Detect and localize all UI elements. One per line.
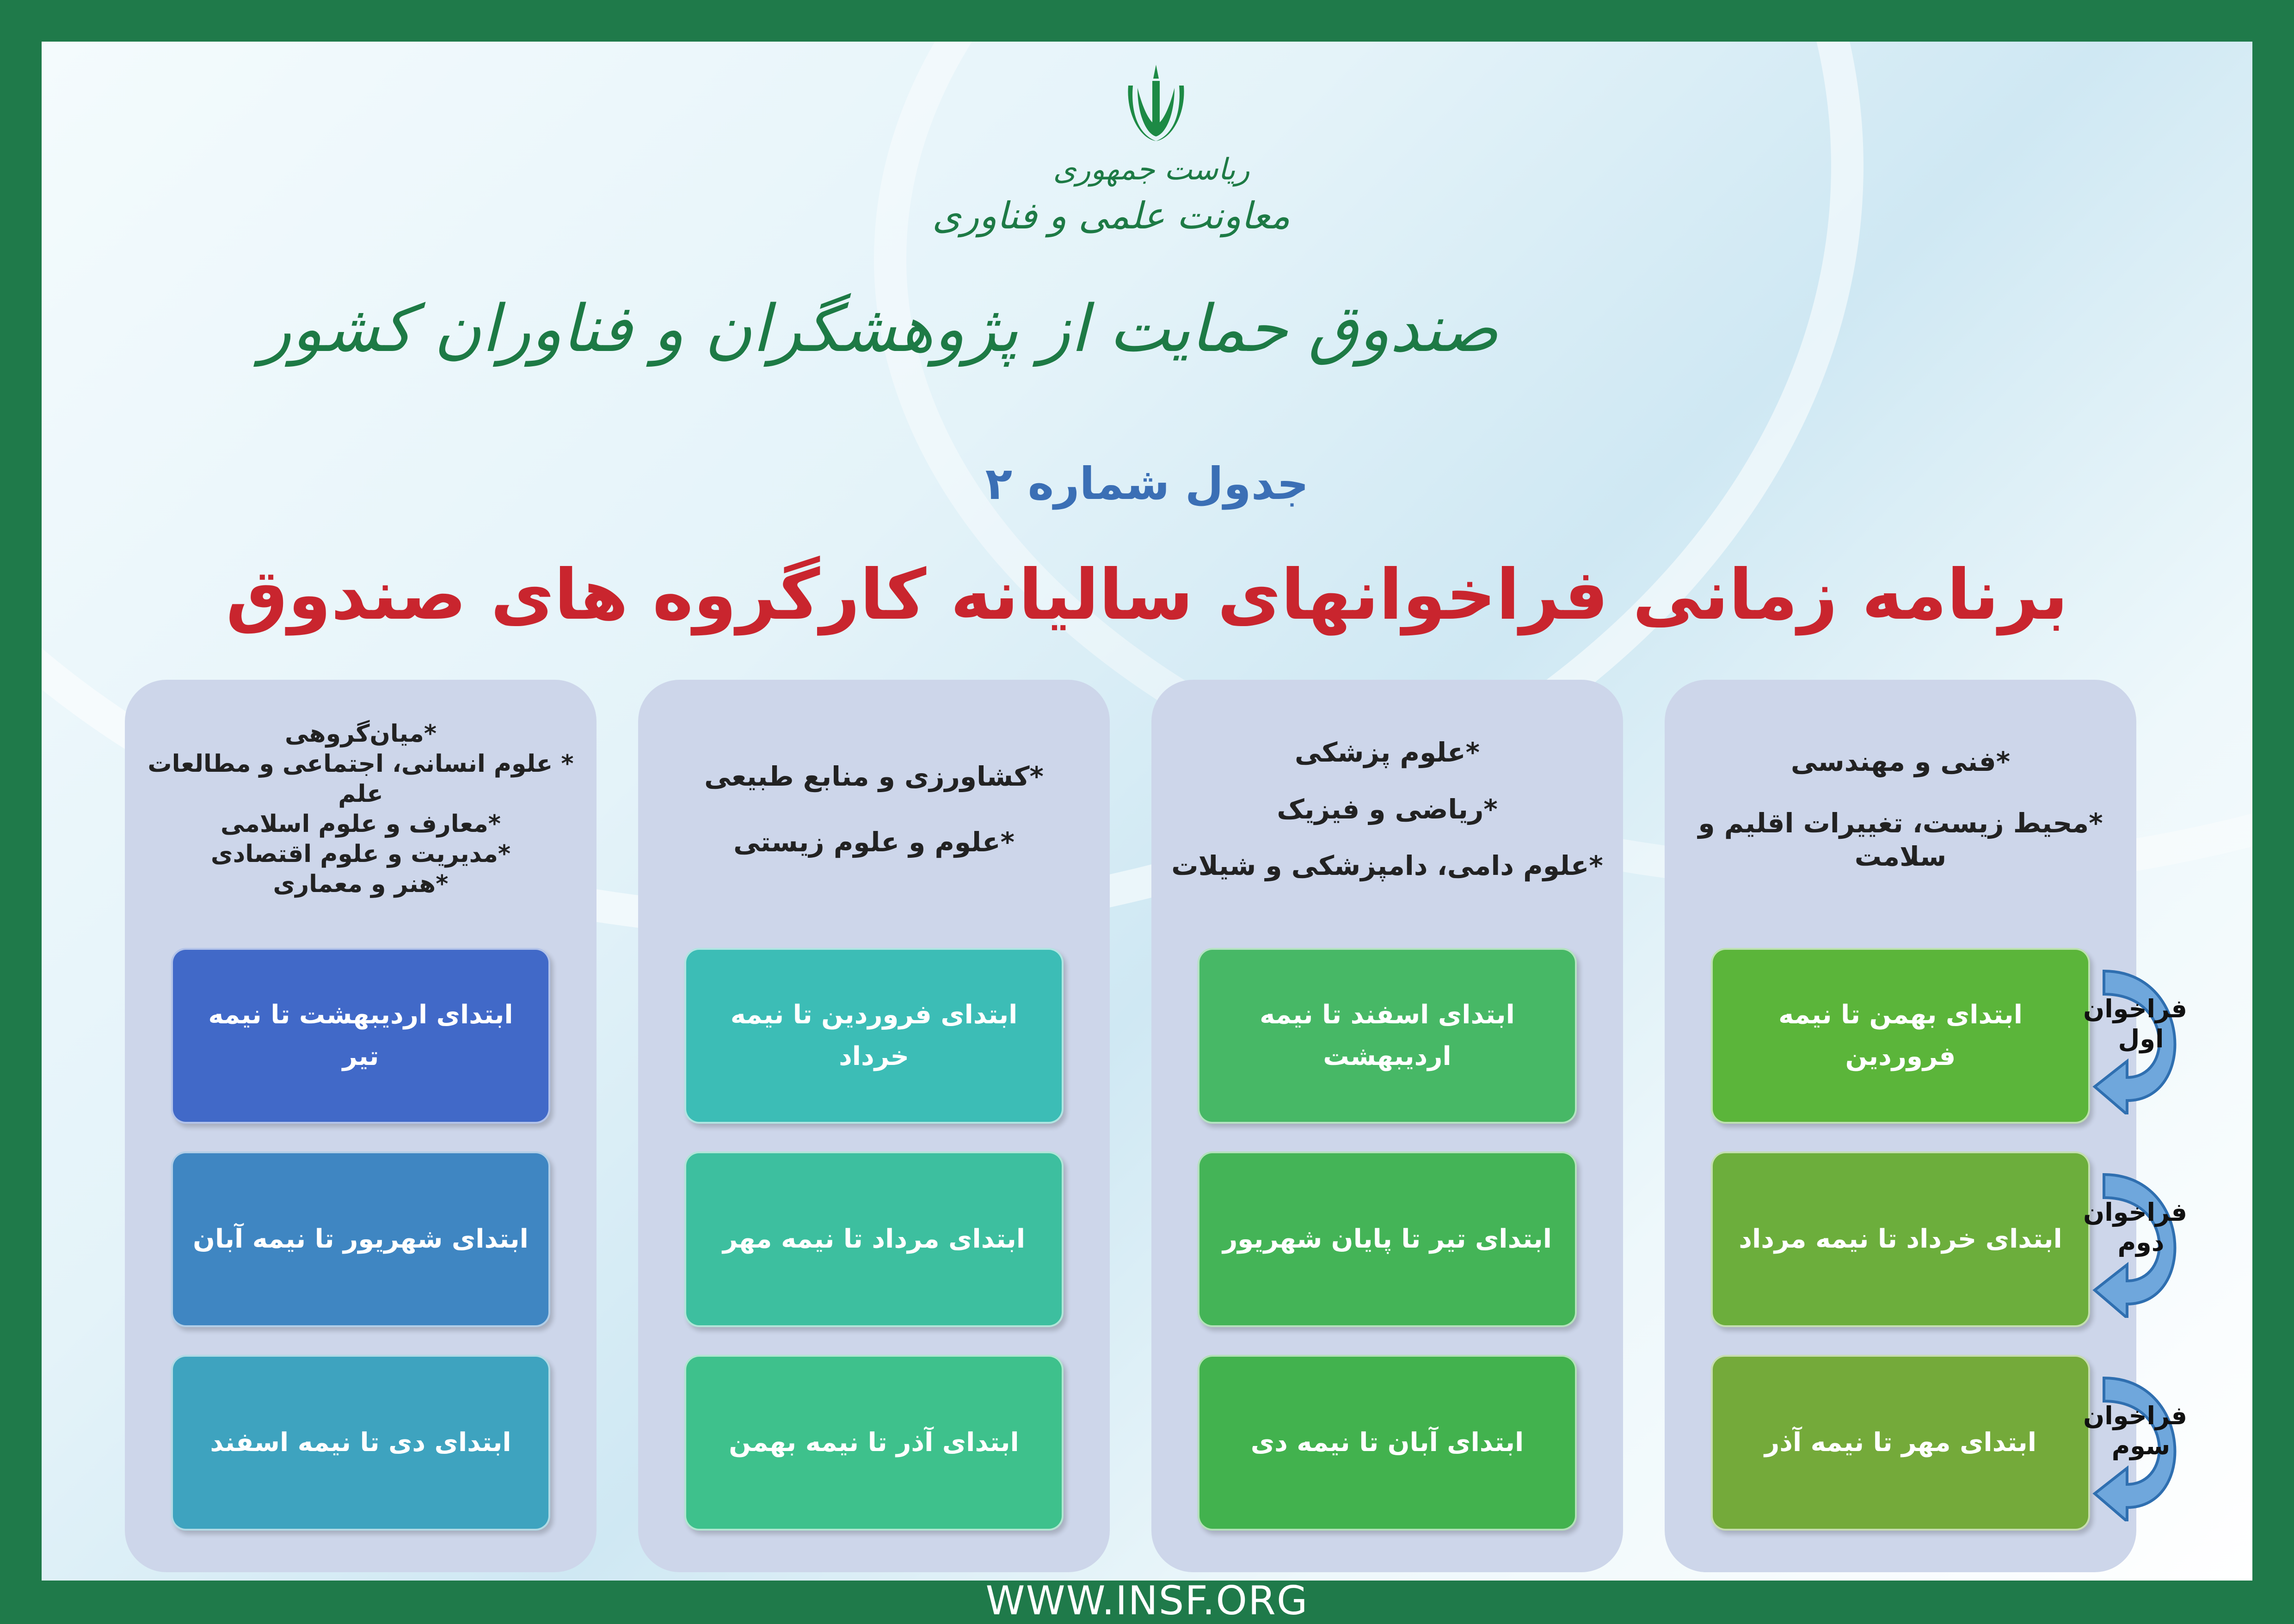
group-label: *کشاورزی و منابع طبیعی — [704, 760, 1044, 792]
call-label: فراخوان سوم — [2083, 1401, 2187, 1460]
period-box-call-3: ابتدای آذر تا نیمه بهمن — [684, 1355, 1064, 1531]
period-box-call-2: ابتدای شهریور تا نیمه آبان — [171, 1151, 550, 1327]
column-agriculture — [638, 680, 1110, 1572]
period-box-call-1: ابتدای اسفند تا نیمه اردیبهشت — [1198, 948, 1577, 1124]
fund-name: صندوق حمایت از پژوهشگران و فناوران کشور — [260, 291, 1498, 367]
period-box-call-2: ابتدای مرداد تا نیمه مهر — [684, 1151, 1064, 1327]
table-number: جدول شماره ۲ — [985, 458, 1309, 510]
group-label: *محیط زیست، تغییرات اقلیم و — [1698, 807, 2103, 839]
call-label: فراخوان اول — [2083, 994, 2187, 1053]
column-header — [134, 680, 587, 939]
column-humanities — [125, 680, 597, 1572]
period-box-call-1: ابتدای اردیبهشت تا نیمه تیر — [171, 948, 550, 1124]
call-label: فراخوان دوم — [2083, 1198, 2187, 1257]
group-label: سلامت — [1854, 841, 1947, 873]
call-2-marker — [2085, 1165, 2224, 1318]
call-1-marker — [2085, 962, 2224, 1114]
group-label: *علوم پزشکی — [1295, 737, 1480, 769]
org-line-1: ریاست جمهوری — [1053, 153, 1250, 187]
column-header — [647, 680, 1101, 939]
period-box-call-3: ابتدای دی تا نیمه اسفند — [171, 1355, 550, 1531]
iran-emblem-icon — [1119, 60, 1193, 143]
column-medical — [1151, 680, 1623, 1572]
group-label: * علوم انسانی، اجتماعی و مطالعات علم — [148, 750, 574, 808]
column-header — [1674, 680, 2127, 939]
period-box-call-2: ابتدای خرداد تا نیمه مرداد — [1711, 1151, 2090, 1327]
period-box-call-1: ابتدای فروردین تا نیمه خرداد — [684, 948, 1064, 1124]
group-label: *میان‌گروهی — [284, 720, 437, 748]
group-label: *علوم دامی، دامپزشکی و شیلات — [1171, 850, 1603, 882]
period-box-call-1: ابتدای بهمن تا نیمه فروردین — [1711, 948, 2090, 1124]
group-label: *علوم و علوم زیستی — [733, 826, 1015, 858]
footer-website: WWW.INSF.ORG — [985, 1578, 1309, 1624]
column-engineering — [1665, 680, 2136, 1572]
column-header — [1161, 680, 1614, 939]
group-label: *فنی و مهندسی — [1790, 746, 2011, 778]
org-line-2: معاونت علمی و فناوری — [932, 194, 1290, 237]
group-label: *مدیریت و علوم اقتصادی — [210, 840, 511, 868]
call-3-marker — [2085, 1369, 2224, 1521]
group-label: *معارف و علوم اسلامی — [221, 810, 501, 838]
poster-canvas — [42, 42, 2252, 1581]
period-box-call-3: ابتدای مهر تا نیمه آذر — [1711, 1355, 2090, 1531]
period-box-call-2: ابتدای تیر تا پایان شهریور — [1198, 1151, 1577, 1327]
group-label: *ریاضی و فیزیک — [1277, 793, 1498, 825]
main-title: برنامه زمانی فراخوانهای سالیانه کارگروه های صندوق — [226, 555, 2068, 635]
period-box-call-3: ابتدای آبان تا نیمه دی — [1198, 1355, 1577, 1531]
group-label: *هنر و معماری — [273, 870, 449, 898]
